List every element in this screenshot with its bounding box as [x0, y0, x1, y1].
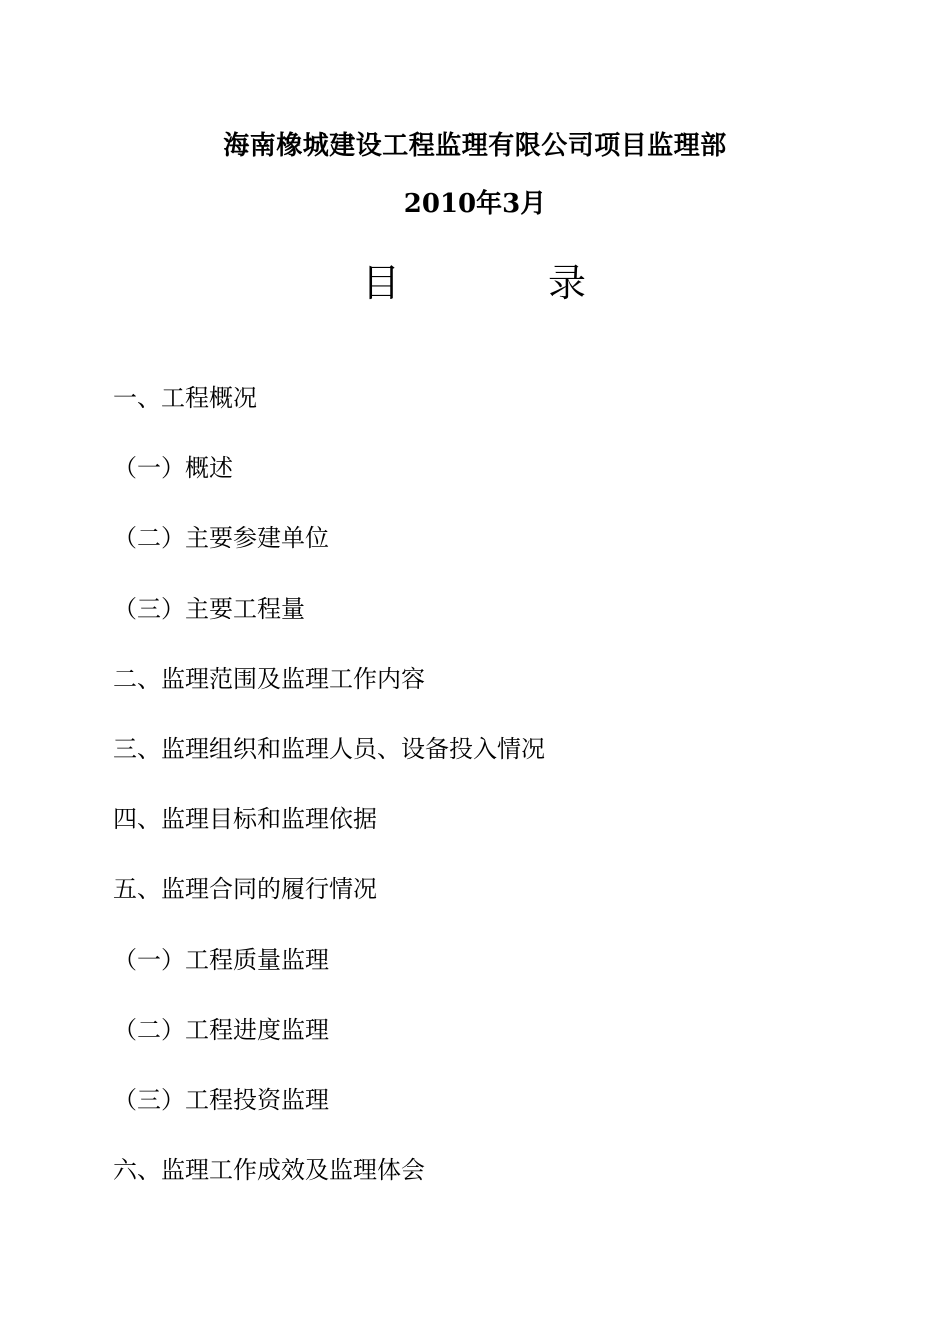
toc-item: （二）主要参建单位 [113, 524, 329, 553]
document-date: 2010年3月 [403, 189, 547, 219]
toc-item: （二）工程进度监理 [113, 1015, 329, 1044]
toc-heading-char-1: 目 [362, 261, 401, 305]
toc-item: （一）概述 [113, 454, 233, 483]
toc-list [113, 380, 545, 1222]
toc-item: 六、监理工作成效及监理体会 [113, 1156, 425, 1185]
toc-heading [0, 258, 950, 308]
toc-item: 五、监理合同的履行情况 [113, 875, 377, 904]
toc-item: 四、监理目标和监理依据 [113, 805, 377, 834]
toc-item: 二、监理范围及监理工作内容 [113, 664, 425, 693]
toc-item: （三）工程投资监理 [113, 1085, 329, 1114]
toc-item: （三）主要工程量 [113, 594, 305, 623]
toc-heading-char-2: 录 [548, 261, 587, 305]
toc-item: 三、监理组织和监理人员、设备投入情况 [113, 734, 545, 763]
toc-item: （一）工程质量监理 [113, 945, 329, 974]
organization-title: 海南橡城建设工程监理有限公司项目监理部 [223, 131, 727, 161]
toc-item: 一、工程概况 [113, 384, 257, 412]
